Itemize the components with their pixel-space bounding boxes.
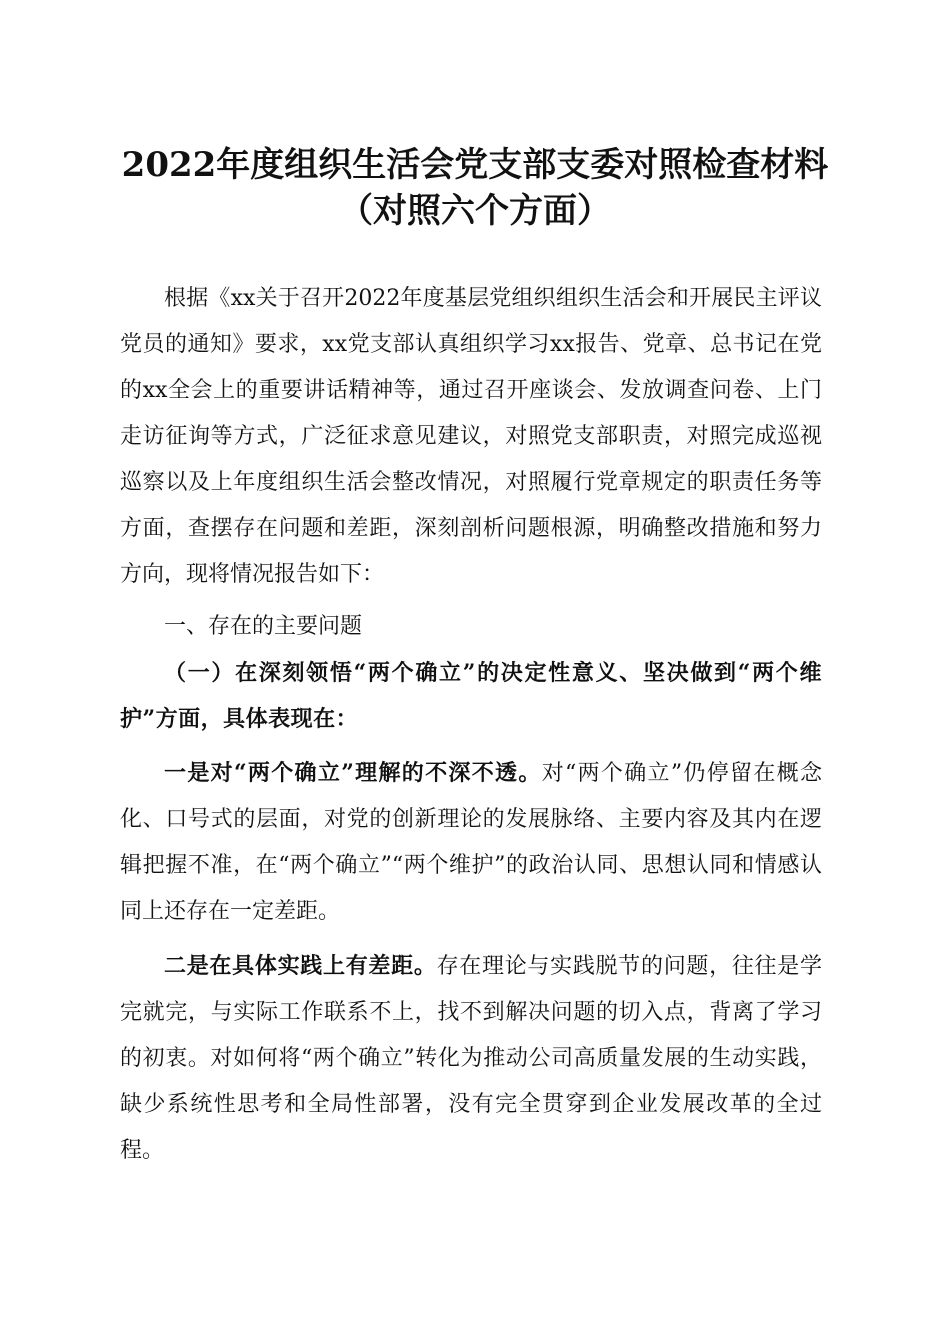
point-2-lead: 二是在具体实践上有差距。: [164, 953, 437, 979]
section-heading-main-problems: 一、存在的主要问题: [164, 614, 363, 639]
document-title: 2022年度组织生活会党支部支委对照检查材料（对照六个方面）: [121, 145, 829, 231]
point-paragraph-1: [120, 750, 822, 935]
point-1-body: 对“两个确立”仍停留在概念化、口号式的层面，对党的创新理论的发展脉络、主要内容及其内在逻辑把握不准，在“两个确立”“两个维护”的政治认同、思想认同和情感认同上还存在一定差距。: [120, 761, 822, 924]
intro-paragraph: 根据《xx关于召开2022年度基层党组织组织生活会和开展民主评议党员的通知》要求，xx党支部认真组织学习xx报告、党章、总书记在党的xx全会上的重要讲话精神等，通过召开座谈会、发放调查问卷、上门走访征询等方式，广泛征求意见建议，对照党支部职责，对照完成巡视巡察以及上年度组织生活会整改情况，对照履行党章规定的职责任务等方面，查摆存在问题和差距，深刻剖析问题根源，明确整改措施和努力方向，现将情况报告如下：: [120, 286, 822, 587]
point-1-lead: 一是对“两个确立”理解的不深不透。: [164, 760, 542, 786]
document-body: [120, 276, 822, 1174]
point-paragraph-2: [120, 943, 822, 1174]
subsection-heading-two-establishments: （一）在深刻领悟“两个确立”的决定性意义、坚决做到“两个维护”方面，具体表现在：: [120, 660, 822, 732]
point-2-body: 存在理论与实践脱节的问题，往往是学完就完，与实际工作联系不上，找不到解决问题的切入点，背离了学习的初衷。对如何将“两个确立”转化为推动公司高质量发展的生动实践，缺少系统性思考和全局性部署，没有完全贯穿到企业发展改革的全过程。: [120, 954, 822, 1163]
